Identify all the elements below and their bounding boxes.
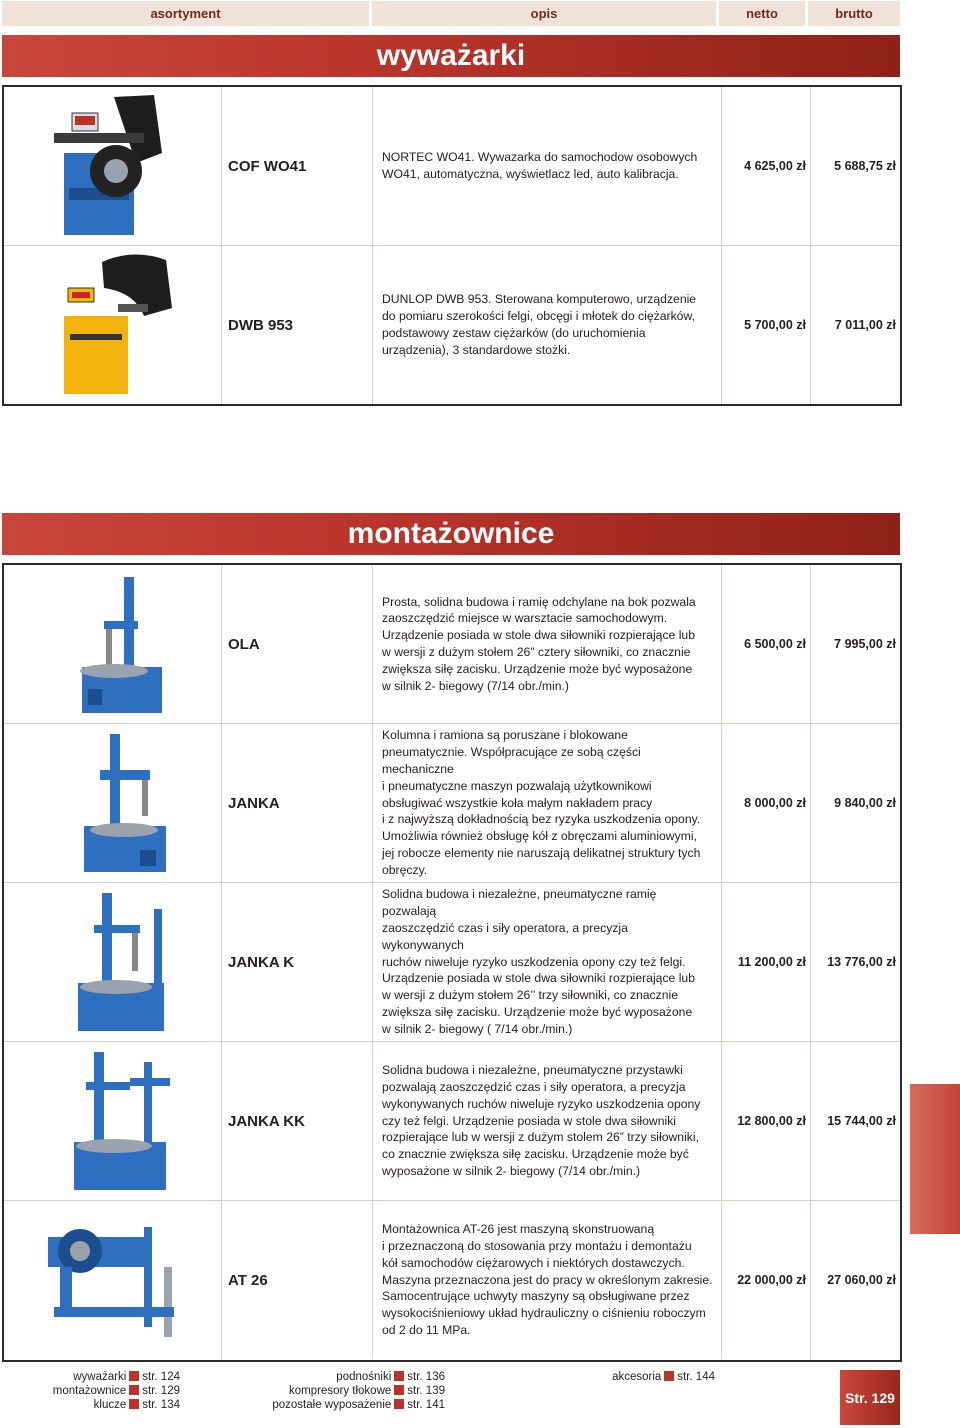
footer-link-label: kompresory tłokowe xyxy=(289,1385,392,1397)
footer-link-label: montażownice xyxy=(52,1385,127,1397)
footer-link[interactable] xyxy=(10,1370,180,1384)
price-gross: 13 776,00 zł xyxy=(827,955,896,969)
product-image-cell xyxy=(4,1042,222,1200)
product-name: COF WO41 xyxy=(222,87,373,245)
footer-link-page: str. 136 xyxy=(407,1371,445,1383)
footer-link-page: str. 141 xyxy=(407,1399,445,1411)
footer-link[interactable] xyxy=(240,1384,445,1398)
footer-link-label: akcesoria xyxy=(612,1371,662,1383)
column-header-net: netto xyxy=(719,1,805,26)
column-header-description: opis xyxy=(372,1,716,26)
price-net: 4 625,00 zł xyxy=(722,87,811,245)
footer-link-page: str. 124 xyxy=(142,1371,180,1383)
square-bullet-icon xyxy=(129,1385,139,1395)
square-bullet-icon xyxy=(129,1371,139,1381)
product-description: Prosta, solidna budowa i ramię odchylane na bok pozwala zaoszczędzić miejsce w warsztacie samochodowym. Urządzenie posiada w stole dwa siłowniki rozpierające lub w wersji z dużym stołem 26" cztery siłowniki, co znacznie zwiększa siłę zacisku. Urządzenie może być wyposażone w silnik 2- biegowy (7/14 obr./min.) xyxy=(373,565,722,723)
tire-changer-arm-icon xyxy=(44,889,194,1035)
square-bullet-icon xyxy=(664,1371,674,1381)
table-row xyxy=(4,882,900,1041)
table-row xyxy=(4,245,900,404)
footer-link[interactable] xyxy=(10,1398,180,1412)
square-bullet-icon xyxy=(394,1371,404,1381)
column-header-gross: brutto xyxy=(808,1,900,26)
price-net: 6 500,00 zł xyxy=(722,565,811,723)
product-description: Solidna budowa i niezależne, pneumatyczne ramię pozwalają zaoszczędzić czas i siły operatora, a precyzja wykonywanych ruchów niweluje ryzyko uszkodzenia opony czy też felgi. Urządzenie posiada w stole dwa siłowniki rozpierające lub w wersji z dużym stołem 26’’ trzy siłowniki, co znacznie zwiększa siłę zacisku. Urządzenie może być wyposażone w silnik 2- biegowy ( 7/14 obr./min.) xyxy=(373,883,722,1041)
square-bullet-icon xyxy=(394,1399,404,1409)
price-gross: 7 995,00 zł xyxy=(834,637,896,651)
wheel-balancer-icon xyxy=(44,252,194,398)
table-row xyxy=(4,565,900,723)
product-image-cell xyxy=(4,1201,222,1359)
product-description: NORTEC WO41. Wywazarka do samochodow osobowych WO41, automatyczna, wyświetlacz led, auto kalibracja. xyxy=(373,87,722,245)
tire-changer-double-arm-icon xyxy=(44,1048,194,1194)
price-net: 8 000,00 zł xyxy=(722,724,811,882)
footer-link-page: str. 134 xyxy=(142,1399,180,1411)
footer-link-page: str. 129 xyxy=(142,1385,180,1397)
product-name: JANKA xyxy=(222,724,373,882)
footer-link-label: podnośniki xyxy=(336,1371,392,1383)
square-bullet-icon xyxy=(129,1399,139,1409)
product-name: JANKA KK xyxy=(222,1042,373,1200)
product-image-cell xyxy=(4,883,222,1041)
footer-index-col3 xyxy=(570,1370,715,1384)
footer-index-col2 xyxy=(240,1370,445,1412)
footer-link-label: klucze xyxy=(93,1399,127,1411)
product-description: DUNLOP DWB 953. Sterowana komputerowo, urządzenie do pomiaru szerokości felgi, obcęgi i młotek do ciężarków, podstawowy zestaw ciężarków (do uruchomienia urządzenia), 3 standardowe stożki. xyxy=(373,246,722,404)
product-table-tire-changers xyxy=(2,563,902,1362)
truck-tire-changer-icon xyxy=(44,1207,194,1353)
price-net: 22 000,00 zł xyxy=(722,1201,811,1359)
product-name: OLA xyxy=(222,565,373,723)
side-tab-marker xyxy=(910,1084,960,1234)
column-header-assortment: asortyment xyxy=(2,1,369,26)
footer-link-page: str. 139 xyxy=(407,1385,445,1397)
footer-link-label: wyważarki xyxy=(73,1371,127,1383)
section-title-balancers: wyważarki xyxy=(2,35,900,77)
footer-link-label: pozostałe wyposażenie xyxy=(272,1399,392,1411)
price-net: 12 800,00 zł xyxy=(722,1042,811,1200)
wheel-balancer-icon xyxy=(44,93,194,239)
price-gross: 7 011,00 zł xyxy=(834,318,896,332)
footer-link-page: str. 144 xyxy=(677,1371,715,1383)
product-image-cell xyxy=(4,246,222,404)
product-image-cell xyxy=(4,87,222,245)
tire-changer-icon xyxy=(44,571,194,717)
square-bullet-icon xyxy=(394,1385,404,1395)
product-description: Kolumna i ramiona są poruszane i blokowane pneumatycznie. Współpracujące ze sobą części mechaniczne i pneumatyczne maszyn pozwalają użytkownikowi obsługiwać wszystkie koła małym nakładem pracy i z najwyższą dokładnością bez ryzyka uszkodzenia opony. Umożliwia również obsługę kół z obręczami aluminiowymi, jej robocze elementy nie naruszają delikatnej struktury tych obręczy. xyxy=(373,724,722,882)
product-description: Montażownica AT-26 jest maszyną skonstruowaną i przeznaczoną do stosowania przy montażu i demontażu kół samochodów ciężarowych i niektórych dostawczych. Maszyna przeznaczona jest do pracy w określonym zakresie. Samocentrujące uchwyty maszyny są obsługiwane przez wysokociśnieniowy układ hydrauliczny o ciśnieniu roboczym od 2 do 11 MPa. xyxy=(373,1201,722,1359)
product-description: Solidna budowa i niezależne, pneumatyczne przystawki pozwalają zaoszczędzić czas i siły operatora, a precyzja wykonywanych ruchów niweluje ryzyko uszkodzenia opony czy też felgi. Urządzenie posiada w stole dwa siłowniki rozpierające lub w wersji z dużym stolem 26” trzy siłowniki, co znacznie zwiększa siłę zacisku. Urządzenie może być wyposażone w silnik 2- biegowy (7/14 obr./min.) xyxy=(373,1042,722,1200)
table-row xyxy=(4,1041,900,1200)
footer-link[interactable] xyxy=(570,1370,715,1384)
price-gross: 5 688,75 zł xyxy=(834,159,896,173)
footer-link[interactable] xyxy=(240,1398,445,1412)
product-image-cell xyxy=(4,724,222,882)
price-net: 11 200,00 zł xyxy=(722,883,811,1041)
product-image-cell xyxy=(4,565,222,723)
product-name: AT 26 xyxy=(222,1201,373,1359)
table-row xyxy=(4,1200,900,1359)
footer-link[interactable] xyxy=(240,1370,445,1384)
table-row xyxy=(4,87,900,245)
product-name: JANKA K xyxy=(222,883,373,1041)
footer-link[interactable] xyxy=(10,1384,180,1398)
price-gross: 9 840,00 zł xyxy=(834,796,896,810)
table-row xyxy=(4,723,900,882)
price-net: 5 700,00 zł xyxy=(722,246,811,404)
page-number-badge: Str. 129 xyxy=(840,1370,900,1425)
price-gross: 15 744,00 zł xyxy=(827,1114,896,1128)
footer-index-col1 xyxy=(10,1370,180,1412)
product-table-balancers xyxy=(2,85,902,406)
price-gross: 27 060,00 zł xyxy=(827,1273,896,1287)
tire-changer-icon xyxy=(44,730,194,876)
section-title-tire-changers: montażownice xyxy=(2,513,900,555)
product-name: DWB 953 xyxy=(222,246,373,404)
